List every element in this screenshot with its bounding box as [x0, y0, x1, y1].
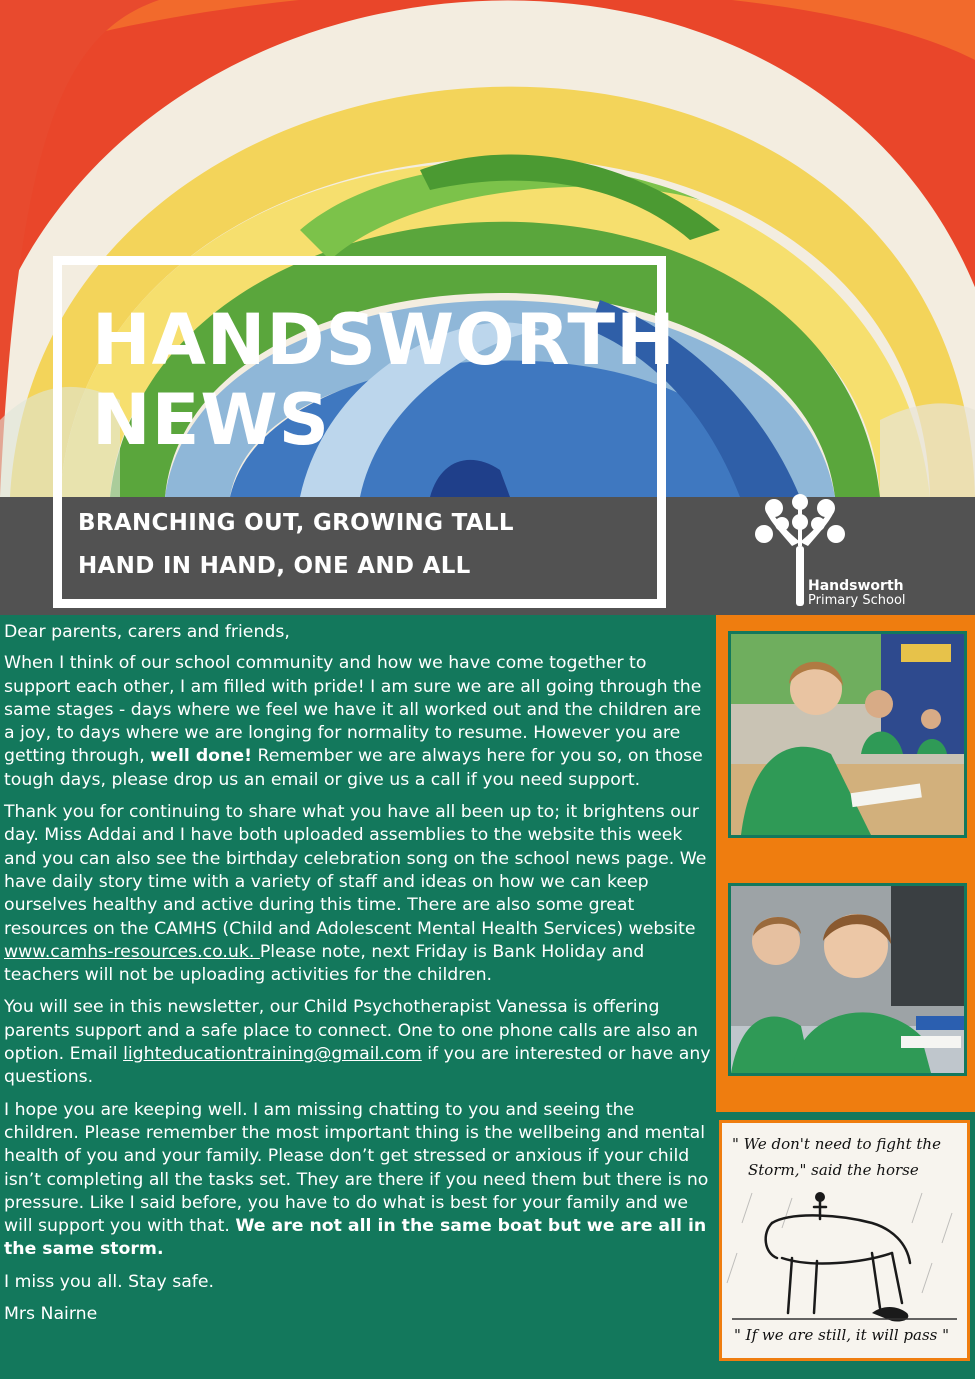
- girls-writing-image: [731, 634, 964, 835]
- headteacher-letter: [4, 621, 714, 1335]
- p4-bold: We are not all in the same boat but we are all in the same storm.: [4, 1216, 707, 1260]
- letter-paragraph-2: [4, 801, 714, 987]
- letter-paragraph-3: [4, 996, 714, 1089]
- letter-paragraph-5: I miss you all. Stay safe.: [4, 1271, 215, 1292]
- horse-and-boy-sketch-icon: [722, 1123, 967, 1358]
- p2-text-a: Thank you for continuing to share what you have all been up to; it brightens our day. Miss Addai and I have both uploaded assemblies to the website this week and you can also see the birthday celebration song on the school news page. We have daily story time with a variety of staff and ideas on how we can keep ourselves healthy and active during this time. There are also some great resources on the CAMHS (Child and Adolescent Mental Health Services) website: [4, 802, 707, 939]
- school-logo-name: Handsworth: [808, 578, 904, 594]
- p1-bold: well done!: [150, 746, 252, 767]
- quote-line-3: " If we are still, it will pass ": [734, 1326, 950, 1344]
- title-line-1: HANDSWORTH: [92, 299, 676, 381]
- classroom-photo-1: [728, 631, 967, 838]
- p3-text-a: You will see in this newsletter, our Child Psychotherapist Vanessa is offering parents support and a safe place to connect. One to one phone calls are also an option. Email: [4, 997, 698, 1065]
- p4-text-a: I hope you are keeping well. I am missing chatting to you and seeing the children. Please remember the most important thing is the wellbeing and mental health of you and your family. Please don’t get stressed or anxious if your child isn’t completing all the tasks set. They are there if you need them but there is no pressure. Like I said before, you have to do what is best for your family and we will support you with that.: [4, 1099, 709, 1237]
- p3-text-b: if you are interested or have any questions.: [4, 1044, 711, 1088]
- email-link[interactable]: lighteducationtraining@gmail.com: [123, 1044, 422, 1065]
- p1-text-b: Remember we are always here for you so, on those tough days, please drop us an email or give us a call if you need support.: [4, 746, 703, 790]
- camhs-link[interactable]: www.camhs-resources.co.uk.: [4, 941, 260, 962]
- quote-line-2: Storm," said the horse: [748, 1161, 919, 1179]
- classroom-photo-2: [728, 883, 967, 1076]
- title-line-2: NEWS: [92, 379, 331, 461]
- p2-text-b: Please note, next Friday is Bank Holiday and teachers will not be uploading activities for the children.: [4, 941, 645, 986]
- letter-greeting: Dear parents, carers and friends,: [4, 622, 290, 642]
- quote-line-1: " We don't need to fight the: [732, 1135, 941, 1153]
- letter-signature: Mrs Nairne: [4, 1304, 98, 1325]
- motto-line-1: BRANCHING OUT, GROWING TALL: [78, 510, 514, 536]
- p1-text-a: When I think of our school community and how we have come together to support each other, I am filled with pride! I am sure we are all going through the same stages - days where we feel we have it all worked out and the children are a joy, to days where we are longing for normality to resume. However you are getting through,: [4, 653, 702, 767]
- newsletter-title: [92, 300, 676, 460]
- boys-writing-image: [731, 886, 964, 1073]
- letter-paragraph-4: [4, 1099, 714, 1262]
- letter-paragraph-1: [4, 652, 714, 792]
- motto-line-2: HAND IN HAND, ONE AND ALL: [78, 553, 471, 579]
- school-logo-subtitle: Primary School: [808, 593, 906, 608]
- storm-horse-illustration: [719, 1120, 970, 1361]
